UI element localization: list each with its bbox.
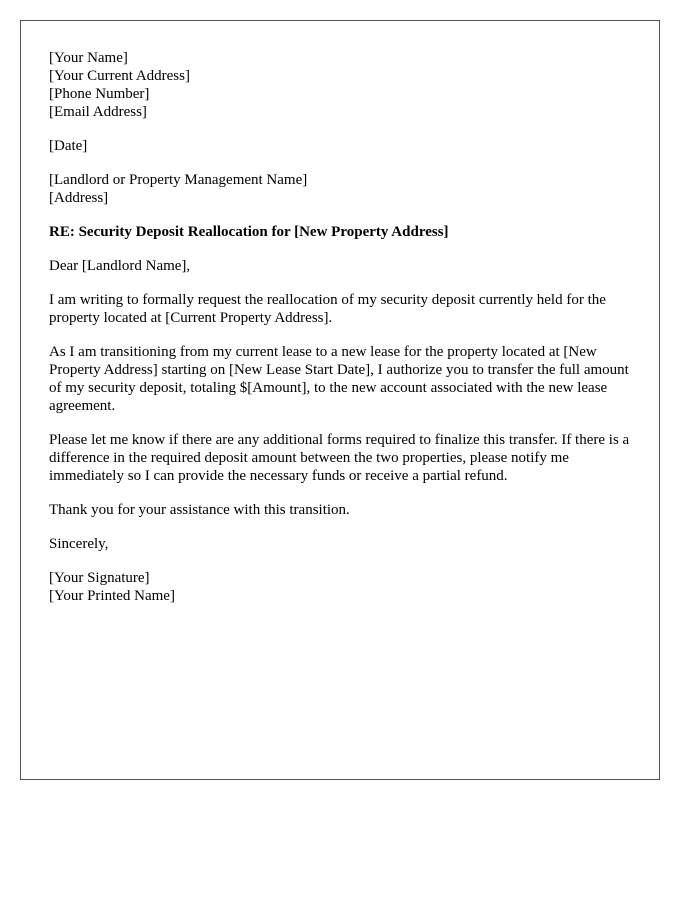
paragraph-request: I am writing to formally request the reallocation of my security deposit currently held for the property located at [Current Property Address]. — [49, 292, 606, 326]
sender-name: [Your Name] — [49, 50, 128, 66]
sender-block — [49, 49, 639, 121]
salutation: Dear [Landlord Name], — [49, 258, 191, 274]
recipient-address: [Address] — [49, 190, 109, 206]
paragraph-thanks: Thank you for your assistance with this transition. — [49, 502, 350, 518]
letter-date: [Date] — [49, 138, 88, 154]
subject-line: RE: Security Deposit Reallocation for [New Property Address] — [49, 224, 449, 240]
signature-line: [Your Signature] — [49, 570, 150, 586]
signature-block — [49, 569, 639, 605]
recipient-block — [49, 171, 639, 207]
sender-phone: [Phone Number] — [49, 86, 150, 102]
paragraph-authorization: As I am transitioning from my current lease to a new lease for the property located at [New Property Address] starting on [New Lease Start Date], I authorize you to transfer the full amount of my security deposit, totaling $[Amount], to the new account associated with the new lease agreement. — [49, 344, 629, 414]
sender-email: [Email Address] — [49, 104, 147, 120]
recipient-name: [Landlord or Property Management Name] — [49, 172, 308, 188]
letter-body — [49, 49, 639, 621]
closing: Sincerely, — [49, 536, 109, 552]
sender-address: [Your Current Address] — [49, 68, 190, 84]
date-block — [49, 137, 639, 155]
paragraph-additional-forms: Please let me know if there are any additional forms required to finalize this transfer. If there is a difference in the required deposit amount between the two properties, please notify me immediately so I can provide the necessary funds or receive a partial refund. — [49, 432, 630, 484]
printed-name: [Your Printed Name] — [49, 588, 175, 604]
letter-page — [20, 20, 660, 780]
